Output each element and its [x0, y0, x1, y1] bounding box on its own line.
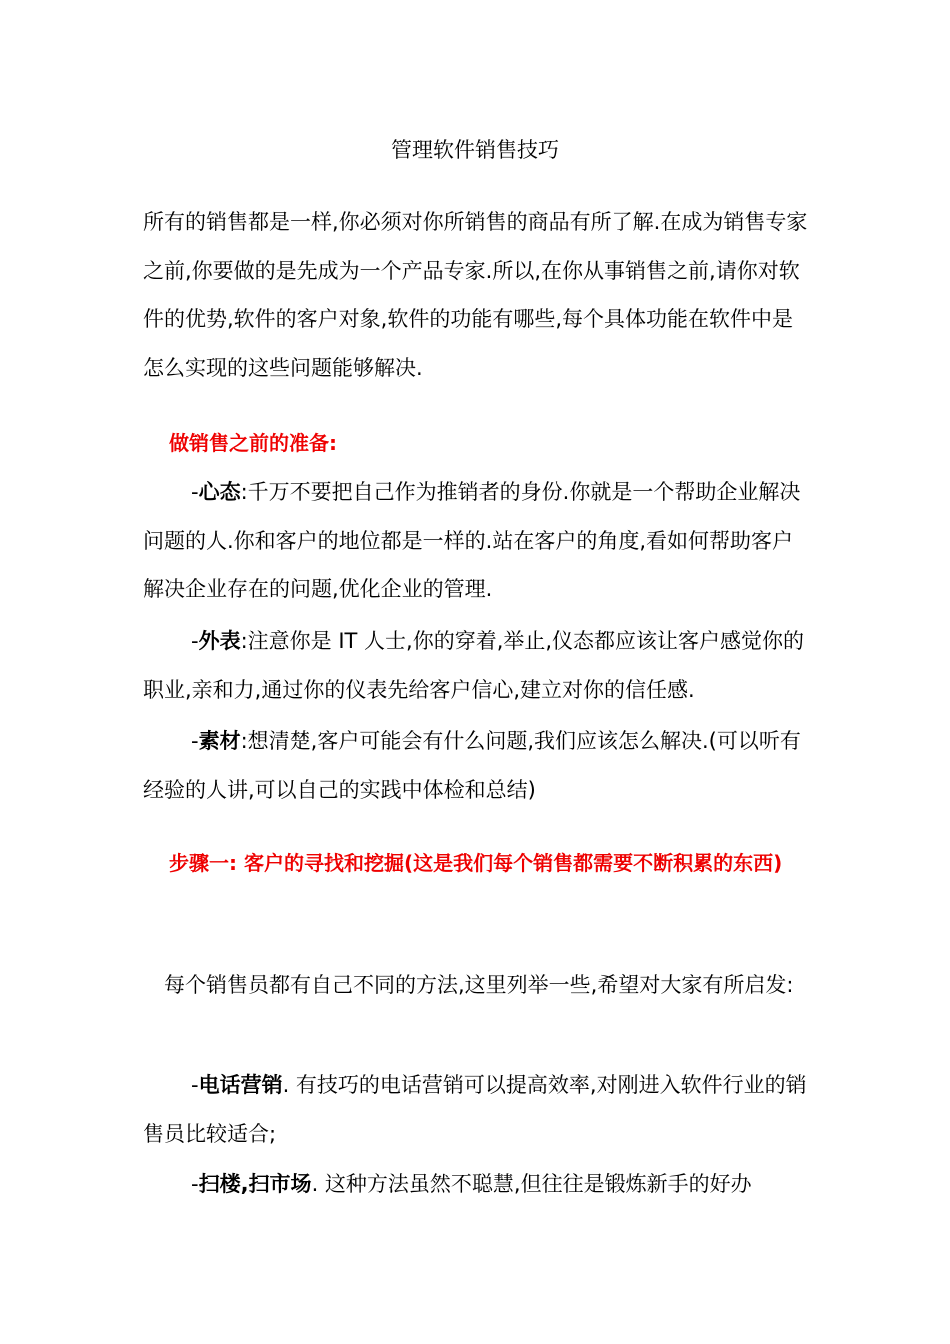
prep-heading: 做销售之前的准备:: [169, 431, 337, 455]
prep-item-mindset: [143, 468, 813, 614]
prep-item-appearance: [143, 617, 813, 714]
prep-item-material: [143, 717, 813, 814]
item-dash: -: [191, 629, 199, 653]
document-title: 管理软件销售技巧: [391, 138, 559, 162]
step1-intro-paragraph: 每个销售员都有自己不同的方法,这里列举一些,希望对大家有所启发:: [164, 973, 794, 997]
item-term: 扫楼,扫市场: [198, 1172, 312, 1196]
item-term: 素材: [198, 729, 241, 753]
item-dash: -: [191, 480, 199, 504]
intro-paragraph: 所有的销售都是一样,你必须对你所销售的商品有所了解.在成为销售专家之前,你要做的是先成为一个产品专家.所以,在你从事销售之前,请你对软件的优势,软件的客户对象,软件的功能有哪些,每个具体功能在软件中是怎么实现的这些问题能够解决.: [143, 210, 808, 380]
item-text: :注意你是 IT 人士,你的穿着,举止,仪态都应该让客户感觉你的职业,亲和力,通过你的仪表先给客户信心,建立对你的信任感.: [143, 629, 805, 702]
item-term: 电话营销: [198, 1073, 283, 1097]
item-text: :千万不要把自己作为推销者的身份.你就是一个帮助企业解决问题的人.你和客户的地位都是一样的.站在客户的角度,看如何帮助客户解决企业存在的问题,优化企业的管理.: [143, 480, 801, 601]
item-text: . 有技巧的电话营销可以提高效率,对刚进入软件行业的销售员比较适合;: [143, 1073, 807, 1146]
step1-item-phone: [143, 1061, 813, 1158]
item-term: 外表: [198, 629, 241, 653]
item-dash: -: [191, 729, 199, 753]
step1-item-sweep: [143, 1160, 813, 1209]
step1-heading: 步骤一: 客户的寻找和挖掘(这是我们每个销售都需要不断积累的东西): [169, 851, 783, 875]
item-text: :想清楚,客户可能会有什么问题,我们应该怎么解决.(可以听有经验的人讲,可以自己的实践中体检和总结): [143, 729, 801, 802]
item-term: 心态: [198, 480, 241, 504]
item-dash: -: [191, 1172, 199, 1196]
item-dash: -: [191, 1073, 199, 1097]
item-text: . 这种方法虽然不聪慧,但往往是锻炼新手的好办: [311, 1172, 752, 1196]
